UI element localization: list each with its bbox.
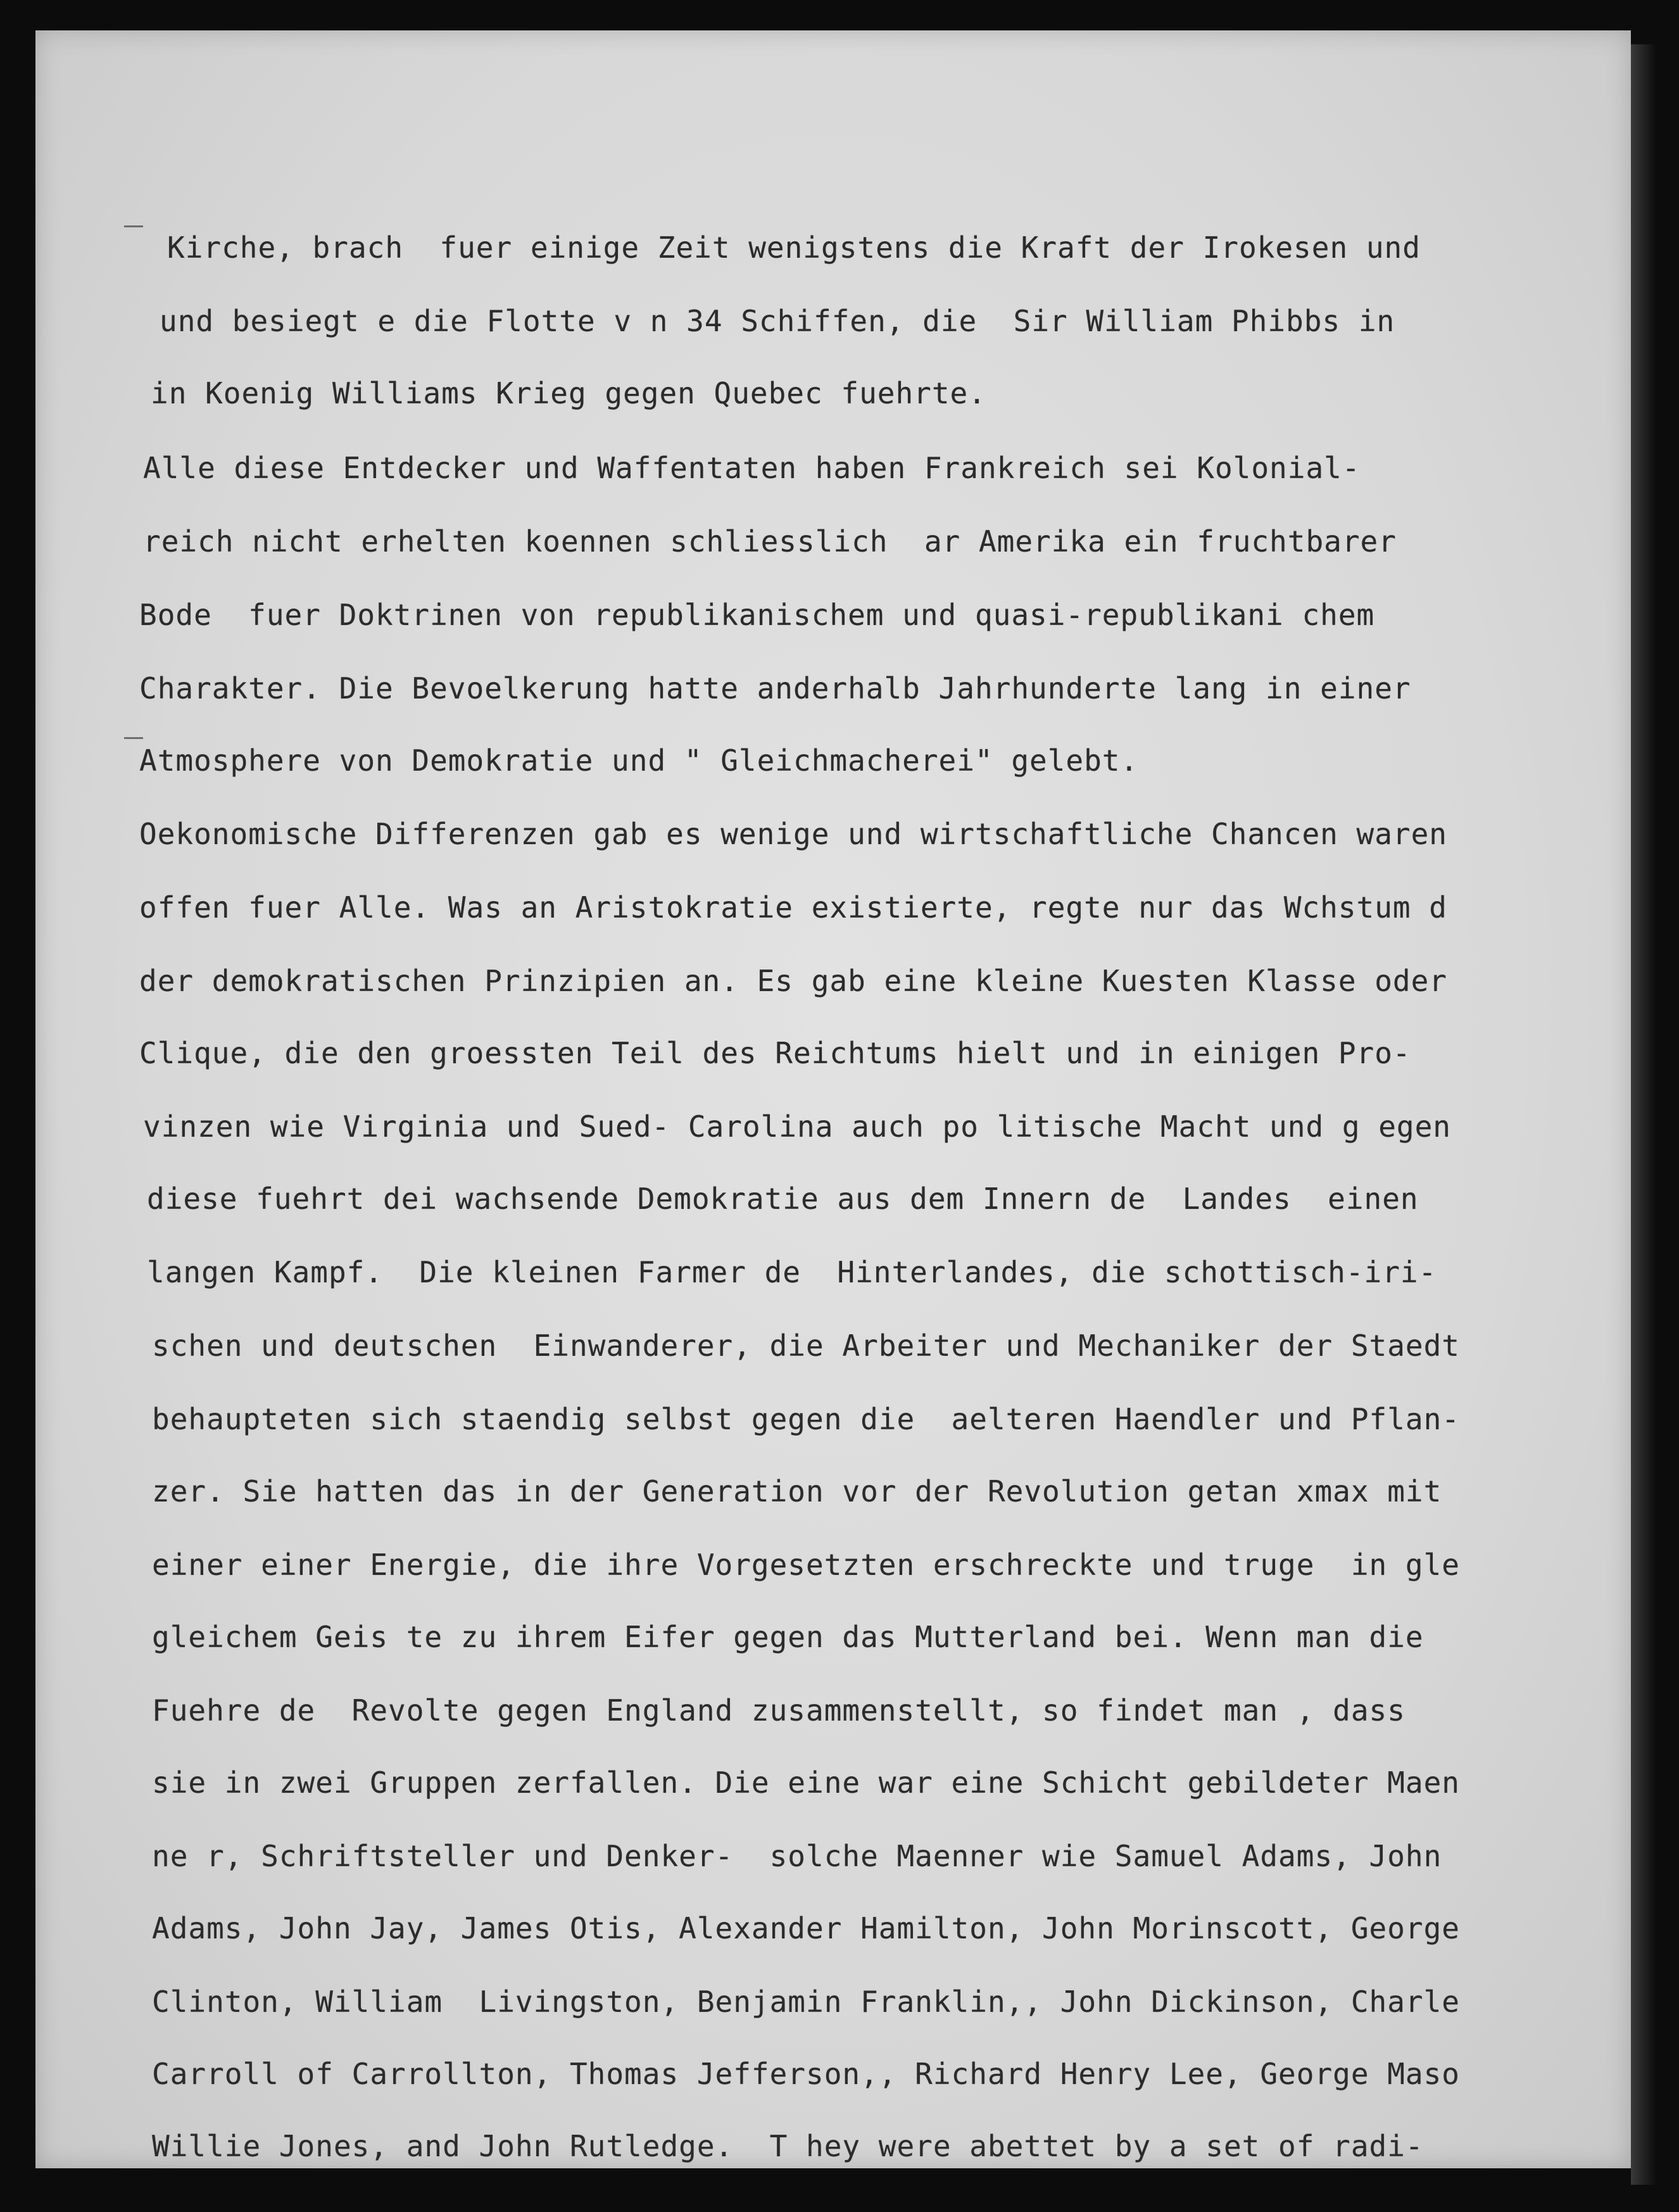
text-line: und besiegt e die Flotte v n 34 Schiffen, die Sir William Phibbs in <box>160 304 1395 338</box>
text-line: Atmosphere von Demokratie und " Gleichmacherei" gelebt. <box>139 743 1139 778</box>
text-line: der demokratischen Prinzipien an. Es gab eine kleine Kuesten Klasse oder <box>139 964 1447 998</box>
text-line: Willie Jones, and John Rutledge. T hey were abettet by a set of radi- <box>152 2129 1424 2163</box>
text-line: Kirche, brach fuer einige Zeit wenigstens die Kraft der Irokesen und <box>167 231 1421 265</box>
text-line: gleichem Geis te zu ihrem Eifer gegen das Mutterland bei. Wenn man die <box>152 1620 1424 1654</box>
text-line: Alle diese Entdecker und Waffentaten haben Frankreich sei Kolonial- <box>143 451 1361 485</box>
text-line: Charakter. Die Bevoelkerung hatte anderhalb Jahrhunderte lang in einer <box>139 671 1411 705</box>
text-line: einer einer Energie, die ihre Vorgesetzten erschreckte und truge in gle <box>152 1548 1460 1582</box>
typescript-body <box>35 30 1631 2168</box>
text-line: Carroll of Carrollton, Thomas Jefferson,, Richard Henry Lee, George Maso <box>152 2057 1460 2091</box>
text-line: langen Kampf. Die kleinen Farmer de Hinterlandes, die schottisch-iri- <box>147 1255 1437 1289</box>
text-line: schen und deutschen Einwanderer, die Arbeiter und Mechaniker der Staedt <box>152 1329 1460 1363</box>
text-line: Bode fuer Doktrinen von republikanischem und quasi-republikani chem <box>139 598 1375 632</box>
text-line: reich nicht erhelten koennen schliesslich ar Amerika ein fruchtbarer <box>143 524 1397 559</box>
text-line: ne r, Schriftsteller und Denker- solche Maenner wie Samuel Adams, John <box>152 1839 1442 1873</box>
typescript-page <box>35 30 1631 2168</box>
text-line: in Koenig Williams Krieg gegen Quebec fuehrte. <box>151 376 986 410</box>
text-line: behaupteten sich staendig selbst gegen die aelteren Haendler und Pflan- <box>152 1402 1460 1436</box>
text-line: Clinton, William Livingston, Benjamin Franklin,, John Dickinson, Charle <box>152 1985 1460 2019</box>
text-line: offen fuer Alle. Was an Aristokratie existierte, regte nur das Wchstum d <box>139 890 1447 925</box>
text-line: Clique, die den groessten Teil des Reichtums hielt und in einigen Pro- <box>139 1036 1411 1070</box>
text-line: vinzen wie Virginia und Sued- Carolina auch po litische Macht und g egen <box>143 1109 1451 1144</box>
page-edge-shadow <box>1631 44 1656 2185</box>
text-line: Adams, John Jay, James Otis, Alexander Hamilton, John Morinscott, George <box>152 1911 1460 1945</box>
text-line: Oekonomische Differenzen gab es wenige und wirtschaftliche Chancen waren <box>139 817 1447 851</box>
text-line: Fuehre de Revolte gegen England zusammenstellt, so findet man , dass <box>152 1693 1405 1728</box>
text-line: sie in zwei Gruppen zerfallen. Die eine war eine Schicht gebildeter Maen <box>152 1766 1460 1800</box>
text-line: diese fuehrt dei wachsende Demokratie aus dem Innern de Landes einen <box>147 1182 1419 1216</box>
text-line: zer. Sie hatten das in der Generation vor der Revolution getan xmax mit <box>152 1474 1442 1508</box>
